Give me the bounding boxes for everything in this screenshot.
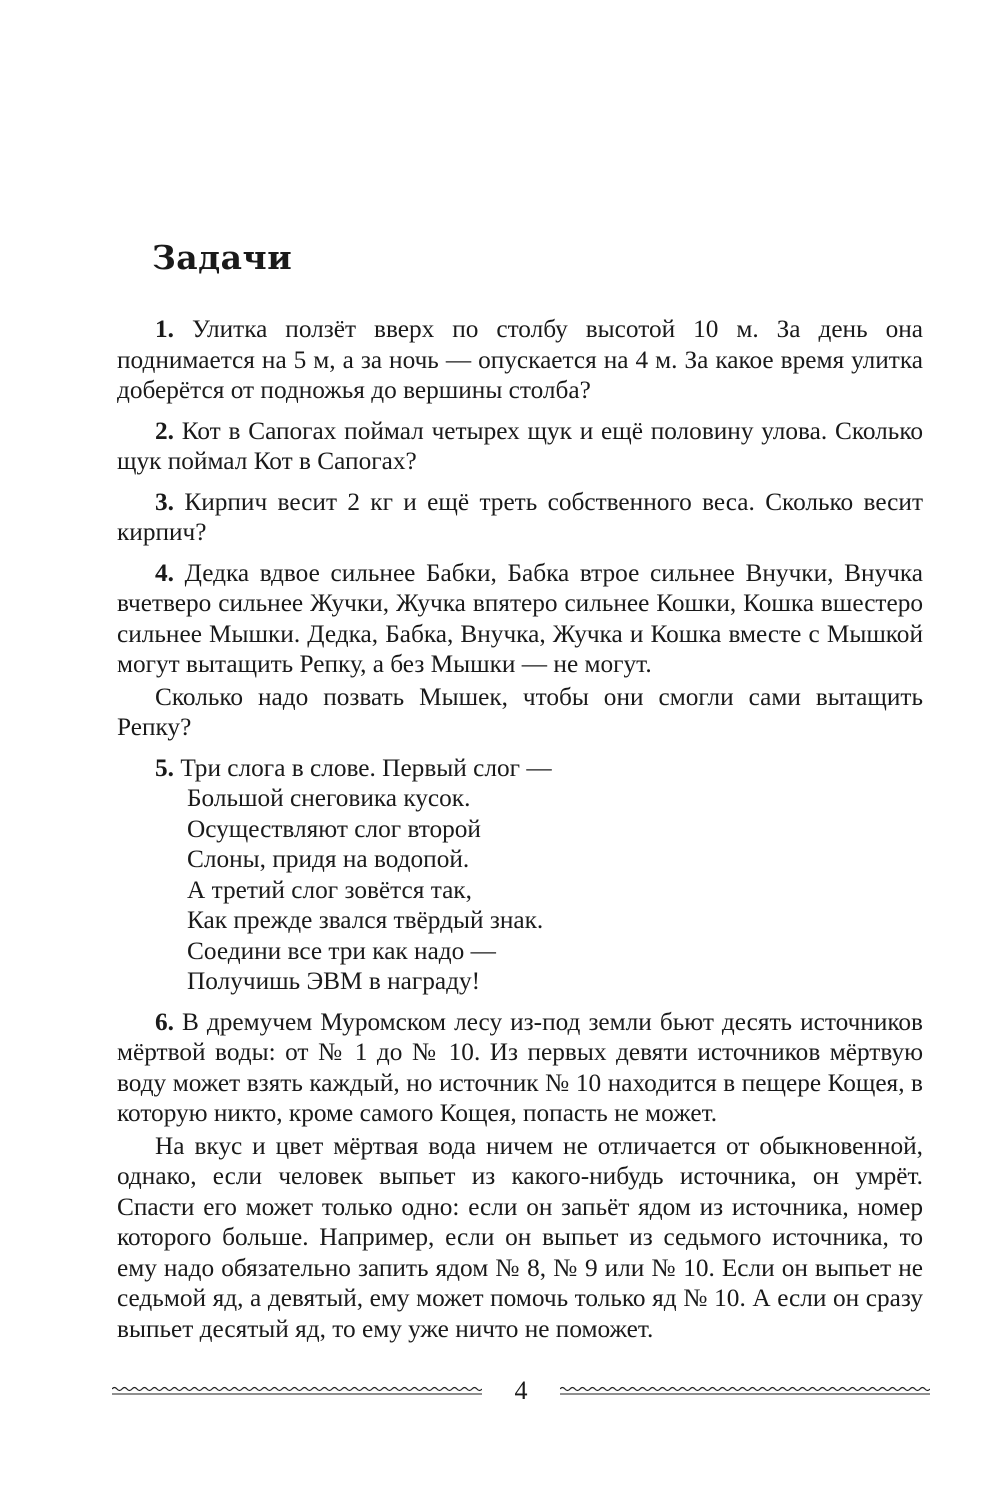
- page-title: Задачи: [152, 238, 293, 277]
- problem-4-continuation: Сколько надо позвать Мышек, чтобы они смогли сами вытащить Репку?: [117, 682, 923, 741]
- problem-number: 2.: [155, 416, 174, 445]
- problem-text: Дедка вдвое сильнее Бабки, Бабка втрое сильнее Внучки, Внучка вчетверо сильнее Жучки, Жучка впятеро сильнее Кошки, Кошка вшестеро сильнее Мышки. Дедка, Бабка, Внучка, Жучка и Кошка вместе с Мышкой могут вытащить Репку, а без Мышки — не могут.: [117, 558, 923, 678]
- problem-number: 1.: [155, 315, 174, 343]
- problem-number: 4.: [155, 558, 174, 587]
- poem-line: А третий слог зовётся так,: [187, 875, 472, 904]
- poem-line: Получишь ЭВМ в награду!: [187, 967, 481, 995]
- decorative-wave-divider-left: [112, 1386, 482, 1396]
- problem-1: [117, 314, 923, 406]
- poem-line: Слоны, придя на водопой.: [187, 845, 470, 873]
- poem-line: Осуществляют слог второй: [187, 814, 481, 843]
- problems-section: [117, 314, 923, 1354]
- problem-6: [117, 1007, 923, 1129]
- poem-line: Соедини все три как надо —: [187, 936, 496, 965]
- poem-line: 5. Три слога в слове. Первый слог —: [155, 753, 552, 782]
- problem-4: [117, 558, 923, 680]
- problem-3: [117, 487, 923, 548]
- problem-5-poem: [117, 753, 923, 997]
- problem-text: Улитка ползёт вверх по столбу высотой 10 м. За день она поднимается на 5 м, а за ночь — опускается на 4 м. За какое время улитка доберётся от подножья до вершины столба?: [117, 315, 923, 404]
- problem-number: 5.: [155, 753, 174, 782]
- poem-line: Большой снеговика кусок.: [187, 784, 471, 812]
- decorative-wave-divider-right: [560, 1386, 930, 1396]
- problem-6-continuation: На вкус и цвет мёртвая вода ничем не отличается от обыкновенной, однако, если человек выпьет из какого-нибудь источника, он умрёт. Спасти его может только одно: если он запьёт ядом из источника, номер которого больше. Например, если он выпьет из седьмого источника, то ему надо обязательно запить ядом № 8, № 9 или № 10. Если он выпьет не седьмой яд, а девятый, ему может помочь только яд № 10. А если он сразу выпьет десятый яд, то ему уже ничто не поможет.: [117, 1131, 923, 1343]
- problem-number: 3.: [155, 487, 174, 516]
- problem-number: 6.: [155, 1007, 174, 1036]
- page-number: 4: [514, 1376, 528, 1405]
- problem-2: [117, 416, 923, 477]
- page-footer: [112, 1374, 930, 1414]
- problem-text: Кирпич весит 2 кг и ещё треть собственного веса. Сколько весит кирпич?: [117, 487, 924, 546]
- problem-text: В дремучем Муромском лесу из-под земли бьют десять источников мёртвой воды: от № 1 до № 10. Из первых девяти источников мёртвую воду может взять каждый, но источник № 10 находится в пещере Кощея, в которую никто, кроме самого Кощея, попасть не может.: [117, 1007, 923, 1127]
- problem-text: Кот в Сапогах поймал четырех щук и ещё половину улова. Сколько щук поймал Кот в Сапогах?: [117, 416, 923, 475]
- poem-line: Как прежде звался твёрдый знак.: [187, 906, 544, 934]
